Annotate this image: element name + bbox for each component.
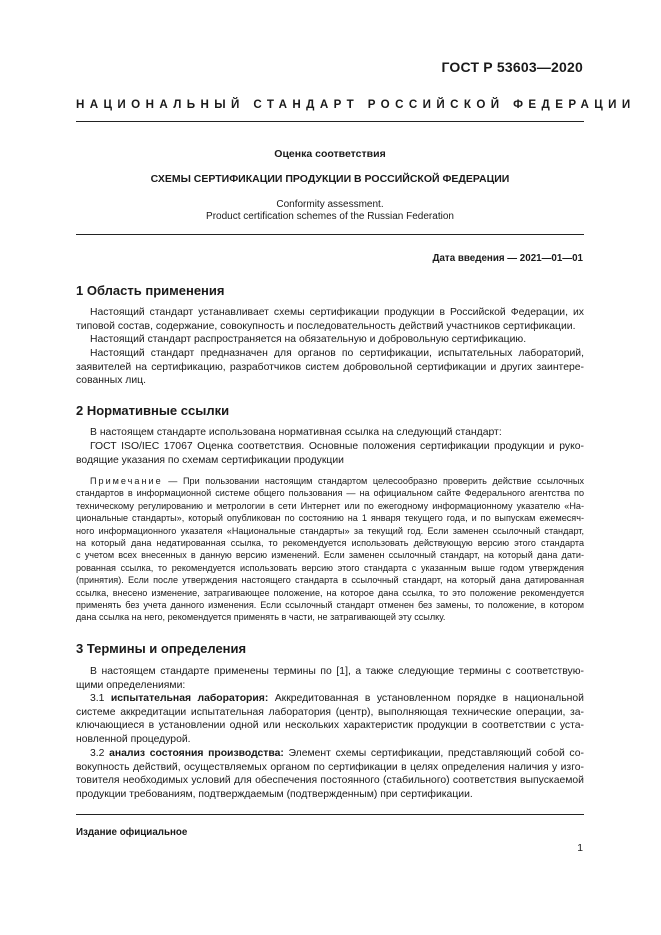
note-line-1 <box>76 475 584 487</box>
s2-p2-line-2: водящие указания по схемам сертификации продукции <box>76 454 344 466</box>
english-title-line-2: Product certification schemes of the Russian Federation <box>206 211 454 222</box>
s2-p1-line-1: В настоящем стандарте использована нормативная ссылка на следующий стандарт: <box>90 427 502 438</box>
note-line-1-text: — При пользовании настоящим стандартом целесообразно проверить действие ссылочных <box>162 476 584 486</box>
s1-p1-line-2: типовой состав, содержание, совокупность и последовательность действий участников сертификации. <box>76 320 576 332</box>
official-edition-label: Издание официальное <box>76 827 188 838</box>
s1-p3-line-1: Настоящий стандарт предназначен для органов по сертификации, испытательных лабораторий, <box>90 348 584 359</box>
s1-p1-line-1: Настоящий стандарт устанавливает схемы сертификации продукции в Российской Федерации, их <box>90 307 584 318</box>
standard-main-title: СХЕМЫ СЕРТИФИКАЦИИ ПРОДУКЦИИ В РОССИЙСКОЙ ФЕДЕРАЦИИ <box>150 173 510 185</box>
note-line-11: применять без учета данного изменения. Если ссылочный стандарт отменен без замены, то положение, в котором <box>76 600 584 611</box>
english-title <box>76 199 584 223</box>
note-line-2: стандартов в информационной системе общего пользования — на официальном сайте Федерального агентства по <box>76 488 584 499</box>
term-3-1-text: Аккредитованная в установленном порядке в национальной <box>268 693 584 704</box>
header-divider <box>76 121 584 122</box>
term-3-2-line-1 <box>76 747 584 761</box>
term-3-1-line-1 <box>76 692 584 706</box>
note-line-6: на который дана недатированная ссылка, то рекомендуется использовать действующую версию этого стандарта <box>76 538 584 549</box>
section-1-heading: 1 Область применения <box>76 283 225 298</box>
section-1-paragraph-3 <box>76 347 584 388</box>
section-2-note <box>76 475 584 624</box>
introduction-date: Дата введения — 2021—01—01 <box>432 253 583 264</box>
note-label: Примечание <box>90 476 163 486</box>
term-3-2-number: 3.2 <box>90 748 110 759</box>
s2-p2-line-1: ГОСТ ISO/IEC 17067 Оценка соответствия. Основные положения сертификации продукции и руко- <box>90 441 584 452</box>
term-3-1-line-2: системе аккредитации испытательная лаборатория (центр), выполняющая технические операции, за- <box>76 706 584 718</box>
title-divider <box>76 234 584 235</box>
note-line-12: дана ссылка на него, рекомендуется применять в части, не затрагивающей эту ссылку. <box>76 612 446 623</box>
s1-p2-line-1: Настоящий стандарт распространяется на обязательную и добровольную сертификацию. <box>90 334 527 345</box>
term-3-2-line-2: вокупность действий, осуществляемых органом по сертификации в целях определения наличия у изго- <box>76 761 584 773</box>
term-3-2 <box>76 747 584 801</box>
term-3-2-term: анализ состояния производства: <box>109 748 284 759</box>
footer-divider <box>76 814 584 815</box>
page-number: 1 <box>577 843 583 854</box>
term-3-2-line-4: продукции требованиям, подтверждаемым (подтвержденным) при сертификации. <box>76 788 473 800</box>
section-2-heading: 2 Нормативные ссылки <box>76 403 230 418</box>
section-3-heading: 3 Термины и определения <box>76 641 247 656</box>
term-3-1-number: 3.1 <box>90 693 111 704</box>
s1-p3-line-3: сованных лиц. <box>76 375 147 387</box>
english-title-line-1: Conformity assessment. <box>276 199 384 210</box>
section-1-paragraph-2 <box>76 333 584 347</box>
term-3-1-line-4: новленной процедурой. <box>76 733 191 745</box>
note-line-9: (принятия). Если после утверждения настоящего стандарта в ссылочный стандарт, на который дана датированная <box>76 575 584 586</box>
s3-p1-line-1: В настоящем стандарте применены термины по [1], а также следующие термины с соответствую- <box>90 666 584 677</box>
s3-p1-line-2: щими определениями: <box>76 679 186 691</box>
s1-p3-line-2: заявителей на сертификацию, разработчиков систем добровольной сертификации и других заинтере- <box>76 361 584 373</box>
note-line-4: циональные стандарты», который опубликован по состоянию на 1 января текущего года, и по выпускам ежемесяч- <box>76 513 584 524</box>
note-line-7: с учетом всех внесенных в данную версию изменений. Если заменен ссылочный стандарт, на который дана дати- <box>76 550 584 561</box>
note-line-5: ного информационного указателя «Национальные стандарты» за текущий год. Если заменен ссылочный стандарт, <box>76 525 584 536</box>
note-line-3: техническому регулированию и метрологии в сети Интернет или по ежегодному информационному указателю «На- <box>76 500 584 511</box>
section-1-paragraph-1 <box>76 306 584 333</box>
section-3-intro <box>76 665 584 692</box>
section-2-normative-reference <box>76 440 584 467</box>
document-code: ГОСТ Р 53603—2020 <box>441 59 583 75</box>
term-3-1-term: испытательная лаборатория: <box>110 693 269 704</box>
note-line-8: рованная ссылка, то рекомендуется использовать версию этого стандарта с указанным выше годом утверждения <box>76 562 584 573</box>
section-2-paragraph-1 <box>76 426 584 440</box>
standard-group-title: Оценка соответствия <box>274 148 386 160</box>
term-3-2-line-3: товителя необходимых условий для обеспечения постоянного (стабильного) соответствия выпускаемой <box>76 775 584 787</box>
term-3-1-line-3: ключающиеся в установлении одной или нескольких характеристик продукции в соответствии с уста- <box>76 720 584 732</box>
term-3-2-text: Элемент схемы сертификации, представляющий собой со- <box>283 748 584 759</box>
note-line-10: ссылка, внесено изменение, затрагивающее положение, на которое дана ссылка, то это положение рекомендуется <box>76 587 584 598</box>
term-3-1 <box>76 692 584 746</box>
national-standard-title: НАЦИОНАЛЬНЫЙ СТАНДАРТ РОССИЙСКОЙ ФЕДЕРАЦИИ <box>76 98 636 111</box>
